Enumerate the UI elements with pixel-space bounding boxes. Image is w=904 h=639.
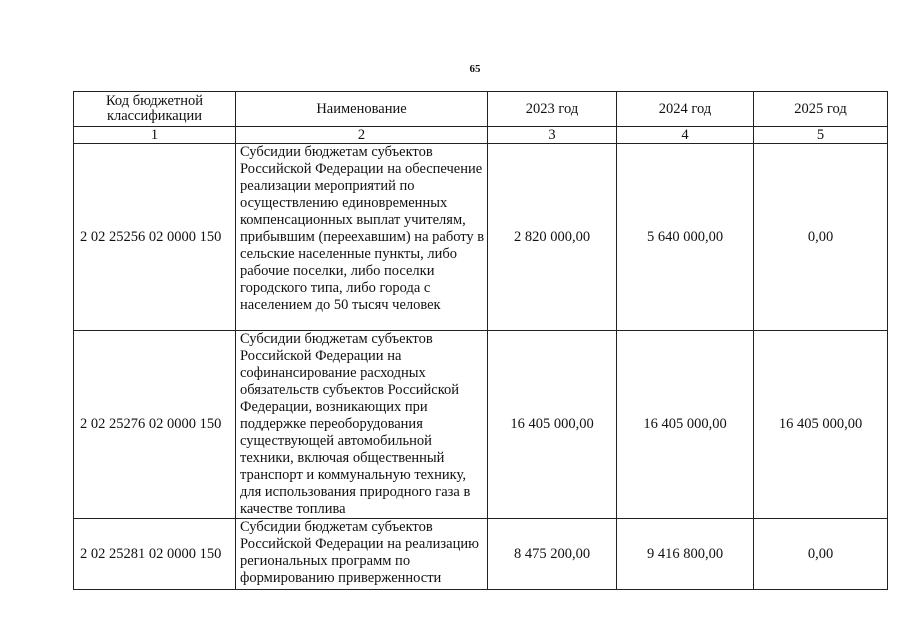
- amount-2025: 16 405 000,00: [754, 331, 888, 519]
- budget-code: 2 02 25276 02 0000 150: [74, 331, 236, 519]
- header-2024: 2024 год: [617, 92, 754, 127]
- item-name-text: Субсидии бюджетам субъектов Российской Федерации на софинансирование расходных обязательств субъектов Российской Федерации, возникающих при поддержке переоборудования существующей автомобильной техники, включая общественный транспорт и коммунальную технику, для использования природного газа в качестве топлива: [240, 331, 471, 517]
- amount-2024: 16 405 000,00: [617, 331, 754, 519]
- amount-2025: 0,00: [754, 144, 888, 331]
- item-name: [236, 144, 488, 331]
- amount-2024: 5 640 000,00: [617, 144, 754, 331]
- budget-table: [73, 91, 888, 590]
- item-name: [236, 331, 488, 519]
- column-number: 5: [754, 127, 888, 144]
- table-header-row: [74, 92, 888, 127]
- column-number: 4: [617, 127, 754, 144]
- amount-2023: 2 820 000,00: [488, 144, 617, 331]
- header-2025: 2025 год: [754, 92, 888, 127]
- item-name-text: Субсидии бюджетам субъектов Российской Федерации на реализацию региональных программ по формированию приверженности: [240, 519, 479, 586]
- column-number: 1: [74, 127, 236, 144]
- amount-2025: 0,00: [754, 519, 888, 590]
- column-number: 2: [236, 127, 488, 144]
- page-number: 65: [469, 63, 481, 75]
- amount-2024: 9 416 800,00: [617, 519, 754, 590]
- table-row: [74, 144, 888, 331]
- header-name: Наименование: [236, 92, 488, 127]
- table-row: [74, 331, 888, 519]
- item-name-text: Субсидии бюджетам субъектов Российской Федерации на обеспечение реализации мероприятий по осуществлению единовременных компенсационных выплат учителям, прибывшим (переехавшим) на работу в сельские населенные пункты, либо рабочие поселки, либо поселки городского типа, либо города с населением до 50 тысяч человек: [240, 144, 485, 313]
- item-name: [236, 519, 488, 590]
- budget-code: 2 02 25281 02 0000 150: [74, 519, 236, 590]
- budget-code: 2 02 25256 02 0000 150: [74, 144, 236, 331]
- amount-2023: 8 475 200,00: [488, 519, 617, 590]
- header-2023: 2023 год: [488, 92, 617, 127]
- column-number: 3: [488, 127, 617, 144]
- column-number-row: [74, 127, 888, 144]
- header-code: Код бюджетной классификации: [74, 92, 236, 127]
- amount-2023: 16 405 000,00: [488, 331, 617, 519]
- table-row: [74, 519, 888, 590]
